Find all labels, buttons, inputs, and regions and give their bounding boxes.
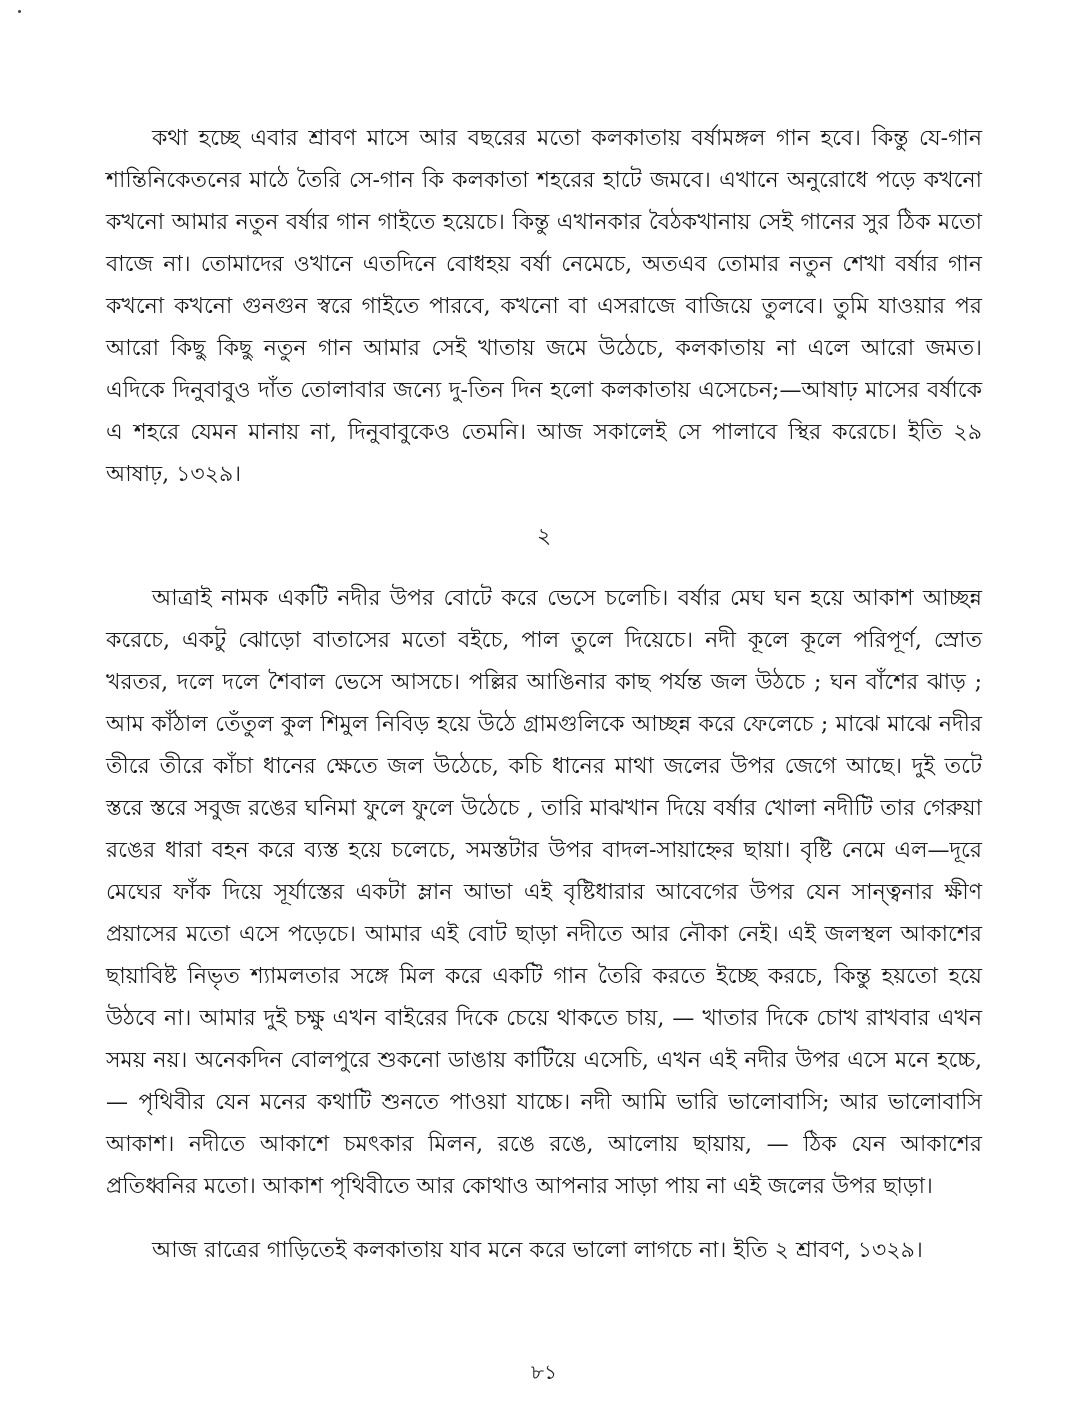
page-content <box>106 118 982 1272</box>
section-number: ২ <box>536 524 552 549</box>
letter-paragraph-3: আজ রাত্রের গাড়িতেই কলকাতায় যাব মনে করে ভালো লাগচে না। ইতি ২ শ্রাবণ, ১৩২৯। <box>152 1238 923 1263</box>
page-number: ৮১ <box>531 1360 557 1384</box>
letter-paragraph-2: আত্রাই নামক একটি নদীর উপর বোটে করে ভেসে চলেচি। বর্ষার মেঘ ঘন হয়ে আকাশ আচ্ছন্ন করেচে, একটু ঝোড়ো বাতাসের মতো বইচে, পাল তুলে দিয়েচে। নদী কূলে কূলে পরিপূর্ণ, স্রোত খরতর, দলে দলে শৈবাল ভেসে আসচে। পল্লির আঙিনার কাছ পর্যন্ত জল উঠচে ; ঘন বাঁশের ঝাড় ; আম কাঁঠাল তেঁতুল কুল শিমুল নিবিড় হয়ে উঠে গ্রামগুলিকে আচ্ছন্ন করে ফেলেচে ; মাঝে মাঝে নদীর তীরে তীরে কাঁচা ধানের ক্ষেতে জল উঠেচে, কচি ধানের মাথা জলের উপর জেগে আছে। দুই তটে স্তরে স্তরে সবুজ রঙের ঘনিমা ফুলে ফুলে উঠেচে , তারি মাঝখান দিয়ে বর্ষার খোলা নদীটি তার গেরুয়া রঙের ধারা বহন করে ব্যস্ত হয়ে চলেচে, সমস্তটার উপর বাদল-সায়াহ্নের ছায়া। বৃষ্টি নেমে এল—দূরে মেঘের ফাঁক দিয়ে সূর্যাস্তের একটা ম্লান আভা এই বৃষ্টিধারার আবেগের উপর যেন সান্ত্বনার ক্ষীণ প্রয়াসের মতো এসে পড়েচে। আমার এই বোট ছাড়া নদীতে আর নৌকা নেই। এই জলস্থল আকাশের ছায়াবিষ্ট নিভৃত শ্যামলতার সঙ্গে মিল করে একটি গান তৈরি করতে ইচ্ছে করচে, কিন্তু হয়তো হয়ে উঠবে না। আমার দুই চক্ষু এখন বাইরের দিকে চেয়ে থাকতে চায়, — খাতার দিকে চোখ রাখবার এখন সময় নয়। অনেকদিন বোলপুরে শুকনো ডাঙায় কাটিয়ে এসেচি, এখন এই নদীর উপর এসে মনে হচ্চে,— পৃথিবীর যেন মনের কথাটি শুনতে পাওয়া যাচ্চে। নদী আমি ভারি ভালোবাসি; আর ভালোবাসি আকাশ। নদীতে আকাশে চমৎকার মিলন, রঙে রঙে, আলোয় ছায়ায়, — ঠিক যেন আকাশের প্রতিধ্বনির মতো। আকাশ পৃথিবীতে আর কোথাও আপনার সাড়া পায় না এই জলের উপর ছাড়া। <box>106 586 982 1199</box>
letter-paragraph-1: কথা হচ্ছে এবার শ্রাবণ মাসে আর বছরের মতো কলকাতায় বর্ষামঙ্গল গান হবে। কিন্তু যে-গান শান্তিনিকেতনের মাঠে তৈরি সে-গান কি কলকাতা শহরের হাটে জমবে। এখানে অনুরোধে পড়ে কখনো কখনো আমার নতুন বর্ষার গান গাইতে হয়েচে। কিন্তু এখানকার বৈঠকখানায় সেই গানের সুর ঠিক মতো বাজে না। তোমাদের ওখানে এতদিনে বোধহয় বর্ষা নেমেচে, অতএব তোমার নতুন শেখা বর্ষার গান কখনো কখনো গুনগুন স্বরে গাইতে পারবে, কখনো বা এসরাজে বাজিয়ে তুলবে। তুমি যাওয়ার পর আরো কিছু কিছু নতুন গান আমার সেই খাতায় জমে উঠেচে, কলকাতায় না এলে আরো জমত। এদিকে দিনুবাবুও দাঁত তোলাবার জন্যে দু-তিন দিন হলো কলকাতায় এসেচেন;—আষাঢ় মাসের বর্ষাকে এ শহরে যেমন মানায় না, দিনুবাবুকেও তেমনি। আজ সকালেই সে পালাবে স্থির করেচে। ইতি ২৯ আষাঢ়, ১৩২৯। <box>106 126 982 487</box>
corner-mark <box>18 10 21 13</box>
